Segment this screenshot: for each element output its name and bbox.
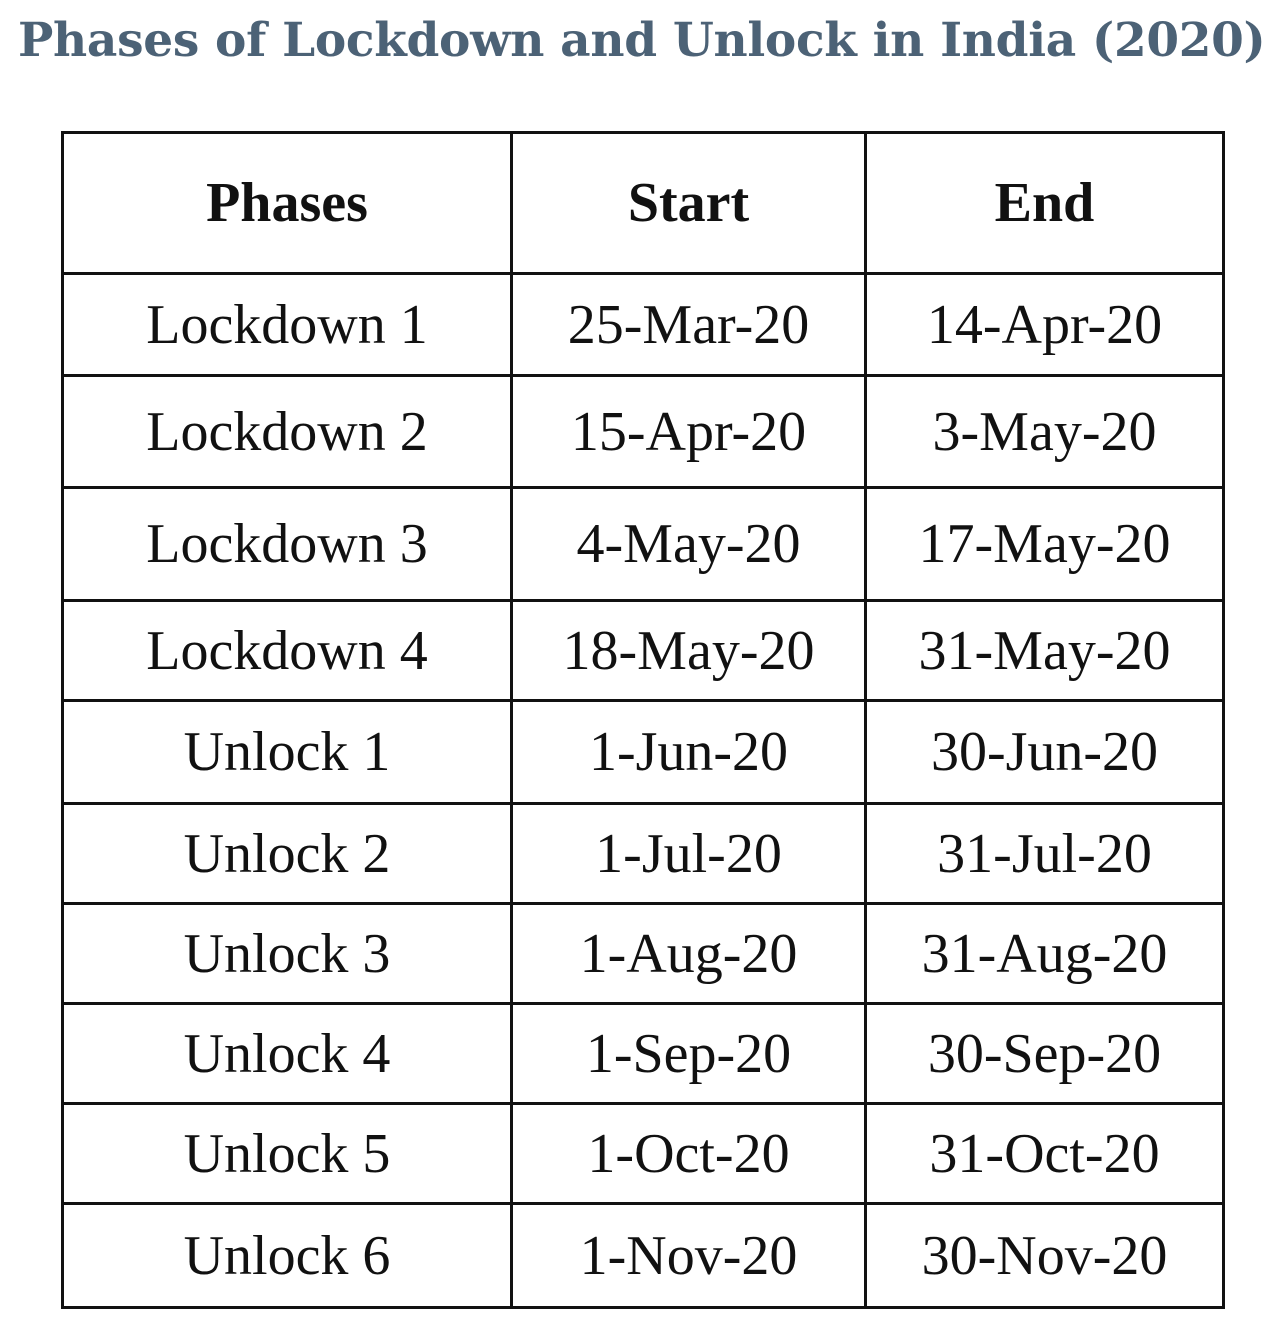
start-cell: 1-Sep-20 bbox=[512, 1004, 866, 1104]
end-cell: 31-Jul-20 bbox=[866, 804, 1224, 904]
phase-cell: Lockdown 4 bbox=[63, 601, 512, 701]
end-cell: 31-May-20 bbox=[866, 601, 1224, 701]
end-cell: 17-May-20 bbox=[866, 488, 1224, 601]
start-cell: 1-Aug-20 bbox=[512, 904, 866, 1004]
phase-cell: Unlock 6 bbox=[63, 1204, 512, 1308]
header-phases: Phases bbox=[63, 133, 512, 274]
end-cell: 30-Nov-20 bbox=[866, 1204, 1224, 1308]
start-cell: 1-Jun-20 bbox=[512, 701, 866, 804]
end-cell: 30-Sep-20 bbox=[866, 1004, 1224, 1104]
header-start: Start bbox=[512, 133, 866, 274]
table-row bbox=[63, 488, 1224, 601]
phase-cell: Unlock 2 bbox=[63, 804, 512, 904]
end-cell: 14-Apr-20 bbox=[866, 274, 1224, 376]
end-cell: 31-Aug-20 bbox=[866, 904, 1224, 1004]
phase-cell: Unlock 1 bbox=[63, 701, 512, 804]
header-end: End bbox=[866, 133, 1224, 274]
table-row bbox=[63, 1204, 1224, 1308]
table-row bbox=[63, 1004, 1224, 1104]
phase-cell: Lockdown 3 bbox=[63, 488, 512, 601]
page-title: Phases of Lockdown and Unlock in India (2020) bbox=[18, 13, 1266, 68]
start-cell: 15-Apr-20 bbox=[512, 376, 866, 488]
phases-table bbox=[61, 131, 1225, 1309]
start-cell: 1-Jul-20 bbox=[512, 804, 866, 904]
start-cell: 1-Nov-20 bbox=[512, 1204, 866, 1308]
end-cell: 31-Oct-20 bbox=[866, 1104, 1224, 1204]
table-row bbox=[63, 904, 1224, 1004]
table-header-row bbox=[63, 133, 1224, 274]
start-cell: 1-Oct-20 bbox=[512, 1104, 866, 1204]
table-row bbox=[63, 804, 1224, 904]
table-row bbox=[63, 1104, 1224, 1204]
start-cell: 25-Mar-20 bbox=[512, 274, 866, 376]
phase-cell: Unlock 5 bbox=[63, 1104, 512, 1204]
phase-cell: Lockdown 1 bbox=[63, 274, 512, 376]
start-cell: 4-May-20 bbox=[512, 488, 866, 601]
table-row bbox=[63, 376, 1224, 488]
end-cell: 3-May-20 bbox=[866, 376, 1224, 488]
start-cell: 18-May-20 bbox=[512, 601, 866, 701]
phase-cell: Unlock 3 bbox=[63, 904, 512, 1004]
end-cell: 30-Jun-20 bbox=[866, 701, 1224, 804]
phase-cell: Lockdown 2 bbox=[63, 376, 512, 488]
table-row bbox=[63, 601, 1224, 701]
phase-cell: Unlock 4 bbox=[63, 1004, 512, 1104]
table-row bbox=[63, 701, 1224, 804]
table-row bbox=[63, 274, 1224, 376]
